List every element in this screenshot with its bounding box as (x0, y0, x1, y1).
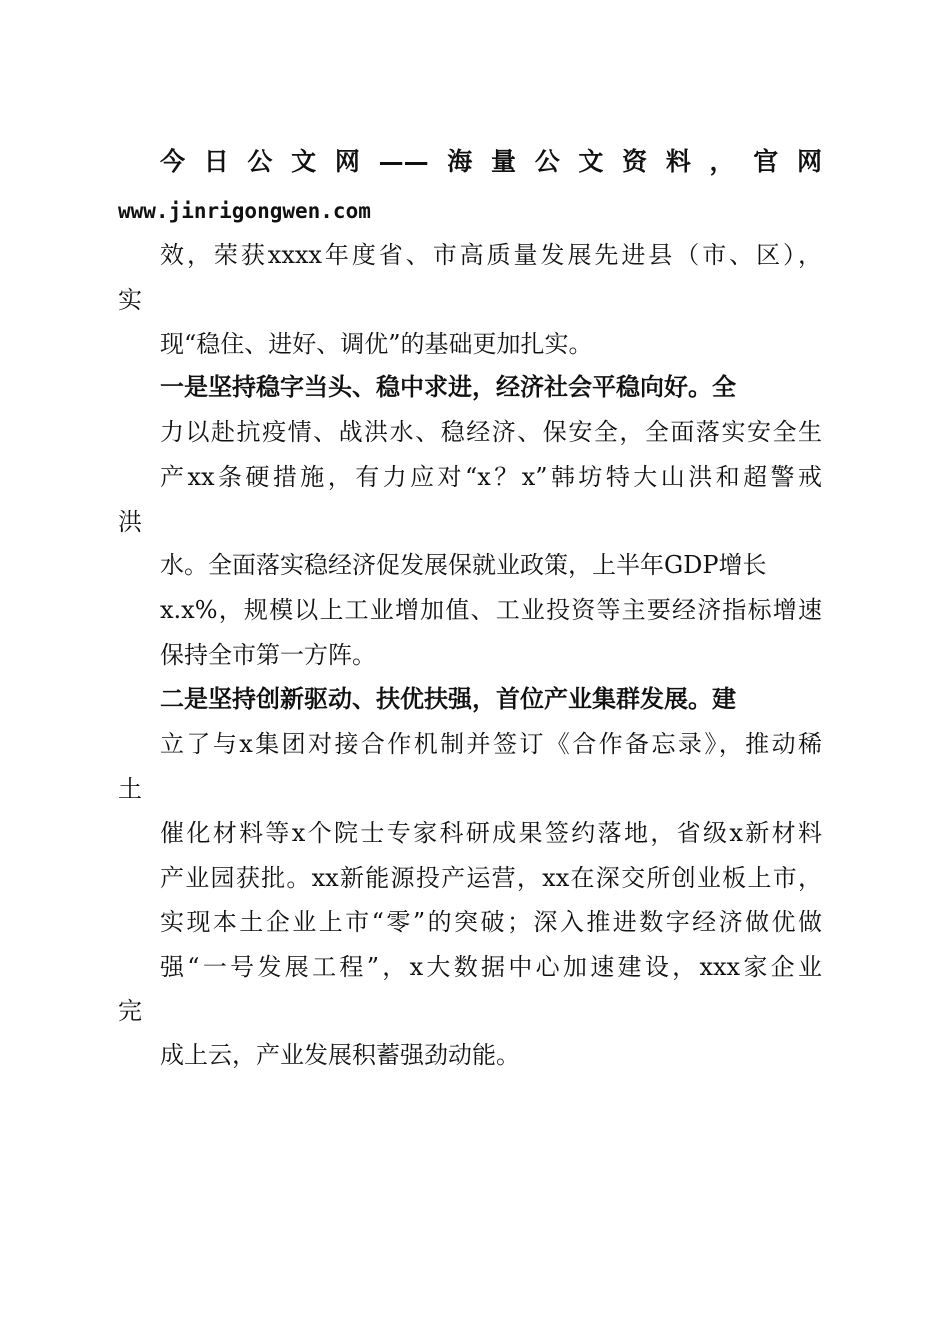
paragraph-line: 催化材料等x个院士专家科研成果签约落地，省级x新材料 (160, 819, 822, 847)
paragraph-line: 土 (118, 775, 142, 803)
section-heading-1: 一是坚持稳字当头、稳中求进，经济社会平稳向好。全 (160, 372, 736, 401)
paragraph-line: 强“一号发展工程”，x大数据中心加速建设，xxx家企业 (160, 953, 822, 981)
paragraph-line: 成上云，产业发展积蓄强劲动能。 (160, 1041, 520, 1069)
paragraph-line: 效，荣获xxxx年度省、市高质量发展先进县（市、区）， (160, 241, 822, 269)
paragraph-line: 现“稳住、进好、调优”的基础更加扎实。 (160, 330, 593, 358)
paragraph-line: 水。全面落实稳经济促发展保就业政策，上半年GDP增长 (160, 551, 767, 579)
paragraph-line: 产xx条硬措施，有力应对“x？x”韩坊特大山洪和超警戒 (160, 463, 822, 491)
paragraph-line: 产业园获批。xx新能源投产运营，xx在深交所创业板上市， (160, 864, 822, 892)
paragraph-line: 洪 (118, 508, 142, 536)
paragraph-line: 完 (118, 997, 142, 1025)
header-url: www.jinrigongwen.com (118, 199, 371, 223)
paragraph-line: 立了与x集团对接合作机制并签订《合作备忘录》，推动稀 (160, 730, 822, 758)
paragraph-line: 力以赴抗疫情、战洪水、稳经济、保安全，全面落实安全生 (160, 418, 822, 446)
paragraph-line: 实现本土企业上市“零”的突破；深入推进数字经济做优做 (160, 908, 822, 936)
section-heading-2: 二是坚持创新驱动、扶优扶强，首位产业集群发展。建 (160, 684, 736, 713)
paragraph-line: 保持全市第一方阵。 (160, 641, 376, 669)
header-title: 今日公文网——海量公文资料，官网 (160, 147, 822, 176)
paragraph-line: x.x%，规模以上工业增加值、工业投资等主要经济指标增速 (160, 596, 822, 624)
paragraph-line: 实 (118, 286, 142, 314)
